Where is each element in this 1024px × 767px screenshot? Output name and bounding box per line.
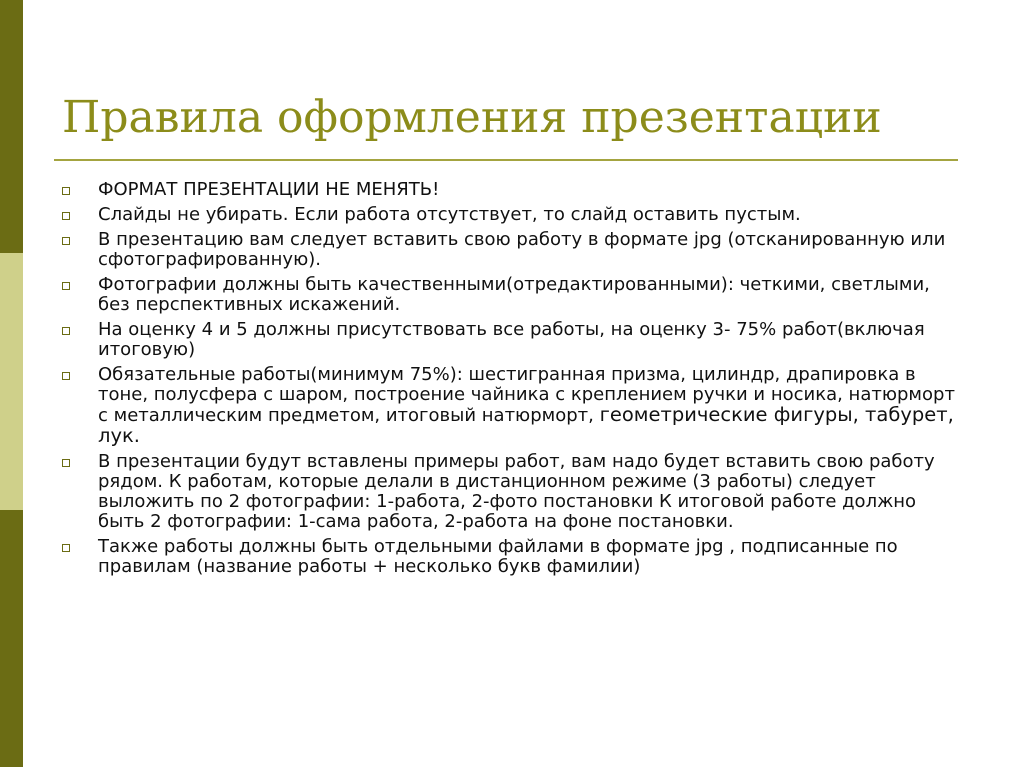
list-item	[62, 320, 962, 360]
bullet-text-emphasis: геометрические фигуры, табурет, лук.	[98, 403, 954, 447]
square-bullet-icon	[62, 372, 70, 380]
list-item	[62, 537, 962, 577]
side-accent-bar-bottom	[0, 510, 23, 767]
side-accent-bar-middle	[0, 253, 23, 510]
list-item	[62, 275, 962, 315]
list-item	[62, 205, 962, 225]
bullet-text: Слайды не убирать. Если работа отсутствует, то слайд оставить пустым.	[98, 204, 801, 225]
bullet-text: Фотографии должны быть качественными(отредактированными): четкими, светлыми, без перспективных искажений.	[98, 274, 930, 315]
bullet-text: В презентацию вам следует вставить свою работу в формате jpg (отсканированную или сфотографированную).	[98, 229, 946, 270]
bullet-text: В презентации будут вставлены примеры работ, вам надо будет вставить свою работу рядом. К работам, которые делали в дистанционном режиме (3 работы) следует выложить по 2 фотографии: 1-работа, 2-фото постановки К итоговой работе должно быть 2 фотографии: 1-сама работа, 2-работа на фоне постановки.	[98, 451, 935, 532]
square-bullet-icon	[62, 187, 70, 195]
list-item	[62, 452, 962, 532]
square-bullet-icon	[62, 212, 70, 220]
list-item	[62, 180, 962, 200]
bullet-text: ФОРМАТ ПРЕЗЕНТАЦИИ НЕ МЕНЯТЬ!	[98, 179, 440, 200]
square-bullet-icon	[62, 544, 70, 552]
square-bullet-icon	[62, 459, 70, 467]
bullet-text: Также работы должны быть отдельными файлами в формате jpg , подписанные по правилам (название работы + несколько букв фамилии)	[98, 536, 898, 577]
square-bullet-icon	[62, 282, 70, 290]
square-bullet-icon	[62, 327, 70, 335]
bullet-text: Обязательные работы(минимум 75%): шестигранная призма, цилиндр, драпировка в тоне, полусфера с шаром, построение чайника с креплением ручки и носика, натюрморт с металлическим предметом, итоговый натюрморт,	[98, 364, 955, 426]
list-item	[62, 365, 962, 447]
title-underline	[54, 159, 958, 161]
square-bullet-icon	[62, 237, 70, 245]
bullet-list	[62, 180, 962, 582]
slide-title: Правила оформления презентации	[62, 92, 882, 143]
side-accent-bar-top	[0, 0, 23, 253]
bullet-text: На оценку 4 и 5 должны присутствовать все работы, на оценку 3- 75% работ(включая итоговую)	[98, 319, 925, 360]
list-item	[62, 230, 962, 270]
